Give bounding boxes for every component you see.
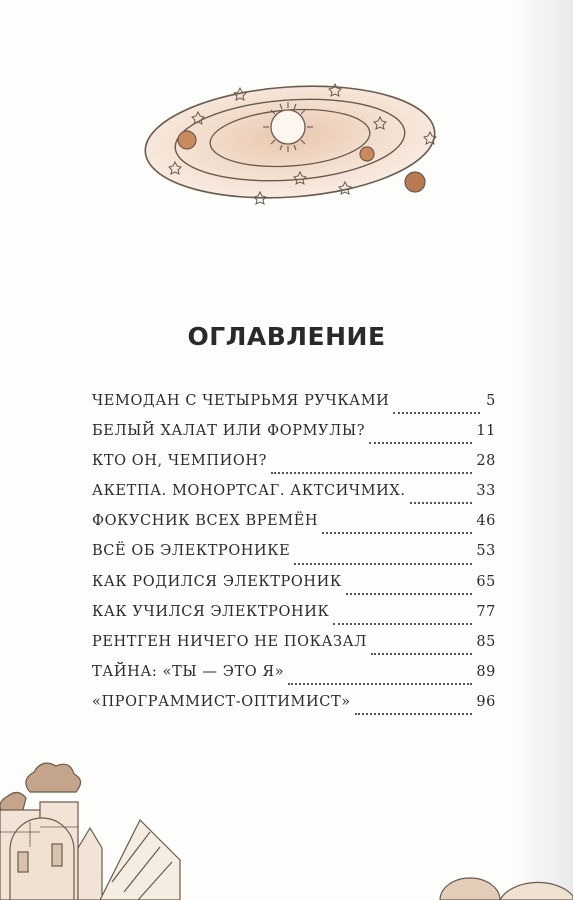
toc-entry-title: ЧЕМОДАН С ЧЕТЫРЬМЯ РУЧКАМИ [92,393,390,409]
toc-entry-page: 33 [476,483,496,500]
toc-entry[interactable] [92,423,496,453]
toc-entry-page: 5 [486,393,496,409]
toc-entry-page: 11 [476,423,496,440]
dot-leader [410,492,473,504]
toc-entry-title: АКЕТПА. МОНОРТСАГ. АКТСИЧМИХ. [92,483,406,500]
city-skyline-illustration [0,752,573,900]
dot-leader [322,522,472,534]
toc-entry-title: «ПРОГРАММИСТ-ОПТИМИСТ» [92,693,351,710]
toc-entry-title: КАК УЧИЛСЯ ЭЛЕКТРОНИК [92,603,330,620]
table-of-contents-heading: ОГЛАВЛЕНИЕ [187,322,386,351]
toc-entry-title: ВСЁ ОБ ЭЛЕКТРОНИКЕ [92,543,291,560]
toc-entry[interactable] [92,453,496,483]
toc-entry[interactable] [92,483,496,513]
solar-system-illustration [140,72,440,222]
dot-leader [355,703,473,715]
planet-mid-icon [360,147,374,161]
toc-entry-title: КАК РОДИЛСЯ ЭЛЕКТРОНИК [92,573,342,590]
dot-leader [288,673,472,685]
dot-leader [333,613,472,625]
dot-leader [371,643,472,655]
toc-entry-title: РЕНТГЕН НИЧЕГО НЕ ПОКАЗАЛ [92,633,367,650]
toc-entry-page: 28 [476,453,496,470]
toc-entry-title: ТАЙНА: «ТЫ — ЭТО Я» [92,663,285,680]
toc-entry-page: 65 [476,573,496,590]
toc-entry-page: 53 [476,543,496,560]
table-of-contents [92,393,496,724]
toc-entry[interactable] [92,393,496,423]
toc-entry[interactable] [92,574,496,604]
toc-entry-title: ФОКУСНИК ВСЕХ ВРЕМЁН [92,513,319,530]
toc-entry[interactable] [92,513,496,543]
dot-leader [393,402,480,414]
dot-leader [369,432,472,444]
toc-entry-page: 89 [476,663,496,680]
toc-entry-title: КТО ОН, ЧЕМПИОН? [92,453,267,470]
dot-leader [346,583,473,595]
toc-entry-page: 85 [476,633,496,650]
dot-leader [271,462,472,474]
toc-entry-title: БЕЛЫЙ ХАЛАТ ИЛИ ФОРМУЛЫ? [92,423,366,440]
toc-entry[interactable] [92,604,496,634]
toc-entry-page: 96 [476,693,496,710]
toc-entry-page: 46 [476,513,496,530]
toc-entry[interactable] [92,543,496,573]
planet-left-icon [178,131,196,149]
toc-entry-page: 77 [476,603,496,620]
toc-entry[interactable] [92,634,496,664]
dot-leader [294,553,472,565]
toc-entry[interactable] [92,664,496,694]
planet-right-icon [405,172,425,192]
toc-entry[interactable] [92,694,496,724]
